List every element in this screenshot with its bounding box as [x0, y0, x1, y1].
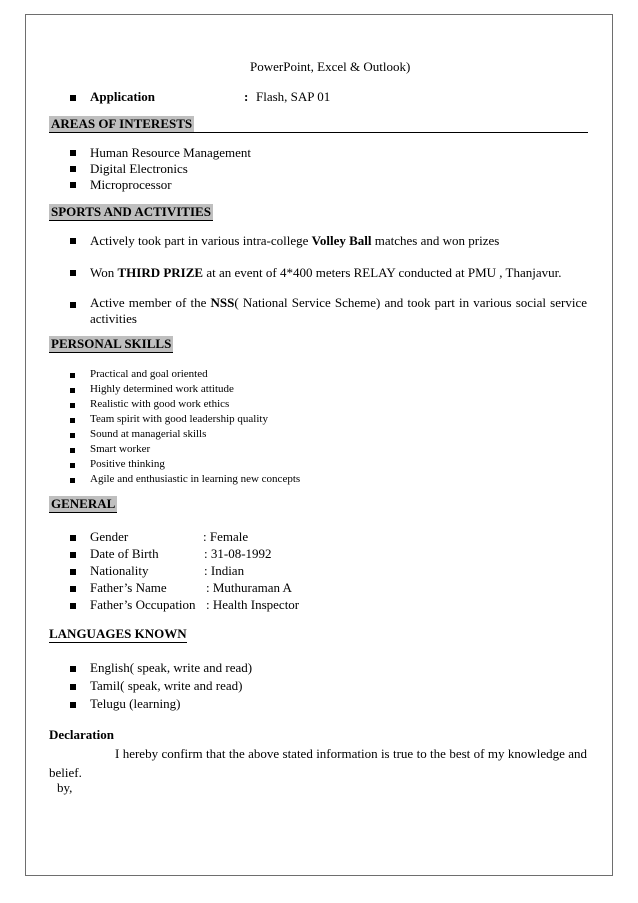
bullet-icon [70, 403, 75, 408]
declaration-text-end: belief. [49, 765, 82, 780]
bullet-icon [70, 569, 76, 575]
sports-item-2: Won THIRD PRIZE at an event of 4*400 meters RELAY conducted at PMU , Thanjavur. [90, 265, 562, 280]
sports-item-3: Active member of the NSS( National Service Scheme) and took part in various social service activities [90, 295, 587, 326]
general-label: Nationality [90, 563, 149, 578]
application-value: Flash, SAP 01 [256, 89, 331, 104]
skills-item: Team spirit with good leadership quality [90, 413, 268, 425]
bullet-icon [70, 373, 75, 378]
declaration-text: I hereby confirm that the above stated information is true to the best of my knowledge and [115, 746, 587, 761]
bullet-icon [70, 684, 76, 690]
skills-item: Realistic with good work ethics [90, 398, 230, 410]
general-value: : 31-08-1992 [204, 546, 272, 561]
areas-rule [190, 132, 588, 133]
general-value: : Muthuraman A [206, 580, 292, 595]
areas-item-1: Human Resource Management [90, 145, 252, 160]
bullet-icon [70, 270, 76, 276]
bullet-icon [70, 463, 75, 468]
bullet-icon [70, 666, 76, 672]
general-label: Father’s Occupation [90, 597, 196, 612]
bullet-icon [70, 433, 75, 438]
bullet-icon [70, 603, 76, 609]
skills-heading: PERSONAL SKILLS [51, 336, 172, 351]
general-label: Father’s Name [90, 580, 167, 595]
skills-item: Sound at managerial skills [90, 428, 207, 440]
skills-item: Smart worker [90, 443, 151, 455]
bullet-icon [70, 166, 76, 172]
bullet-icon [70, 448, 75, 453]
general-label: Date of Birth [90, 546, 159, 561]
general-value: : Female [203, 529, 249, 544]
areas-item-3: Microprocessor [90, 177, 172, 192]
bullet-icon [70, 418, 75, 423]
bullet-icon [70, 150, 76, 156]
sports-item-1: Actively took part in various intra-college Volley Ball matches and won prizes [90, 233, 500, 248]
bullet-icon [70, 182, 76, 188]
skills-item: Positive thinking [90, 458, 165, 470]
bullet-icon [70, 388, 75, 393]
declaration-by: by, [57, 780, 73, 795]
areas-heading: AREAS OF INTERESTS [51, 116, 193, 131]
general-heading: GENERAL [51, 496, 116, 511]
declaration-heading: Declaration [49, 727, 114, 742]
languages-heading: LANGUAGES KNOWN [49, 626, 187, 641]
bullet-icon [70, 702, 76, 708]
bullet-icon [70, 238, 76, 244]
skills-item: Practical and goal oriented [90, 368, 208, 380]
language-item: Telugu (learning) [90, 696, 181, 711]
bullet-icon [70, 535, 76, 541]
general-label: Gender [90, 529, 129, 544]
language-item: Tamil( speak, write and read) [90, 678, 243, 693]
skills-item: Agile and enthusiastic in learning new concepts [90, 473, 301, 485]
general-value: : Health Inspector [206, 597, 300, 612]
application-colon: : [244, 89, 249, 104]
application-label: Application [90, 89, 156, 104]
general-value: : Indian [204, 563, 245, 578]
bullet-icon [70, 586, 76, 592]
top-line: PowerPoint, Excel & Outlook) [250, 59, 411, 74]
sports-heading: SPORTS AND ACTIVITIES [51, 204, 211, 219]
skills-item: Highly determined work attitude [90, 383, 234, 395]
bullet-icon [70, 478, 75, 483]
bullet-icon [70, 302, 76, 308]
areas-item-2: Digital Electronics [90, 161, 188, 176]
bullet-icon [70, 95, 76, 101]
bullet-icon [70, 552, 76, 558]
language-item: English( speak, write and read) [90, 660, 253, 675]
